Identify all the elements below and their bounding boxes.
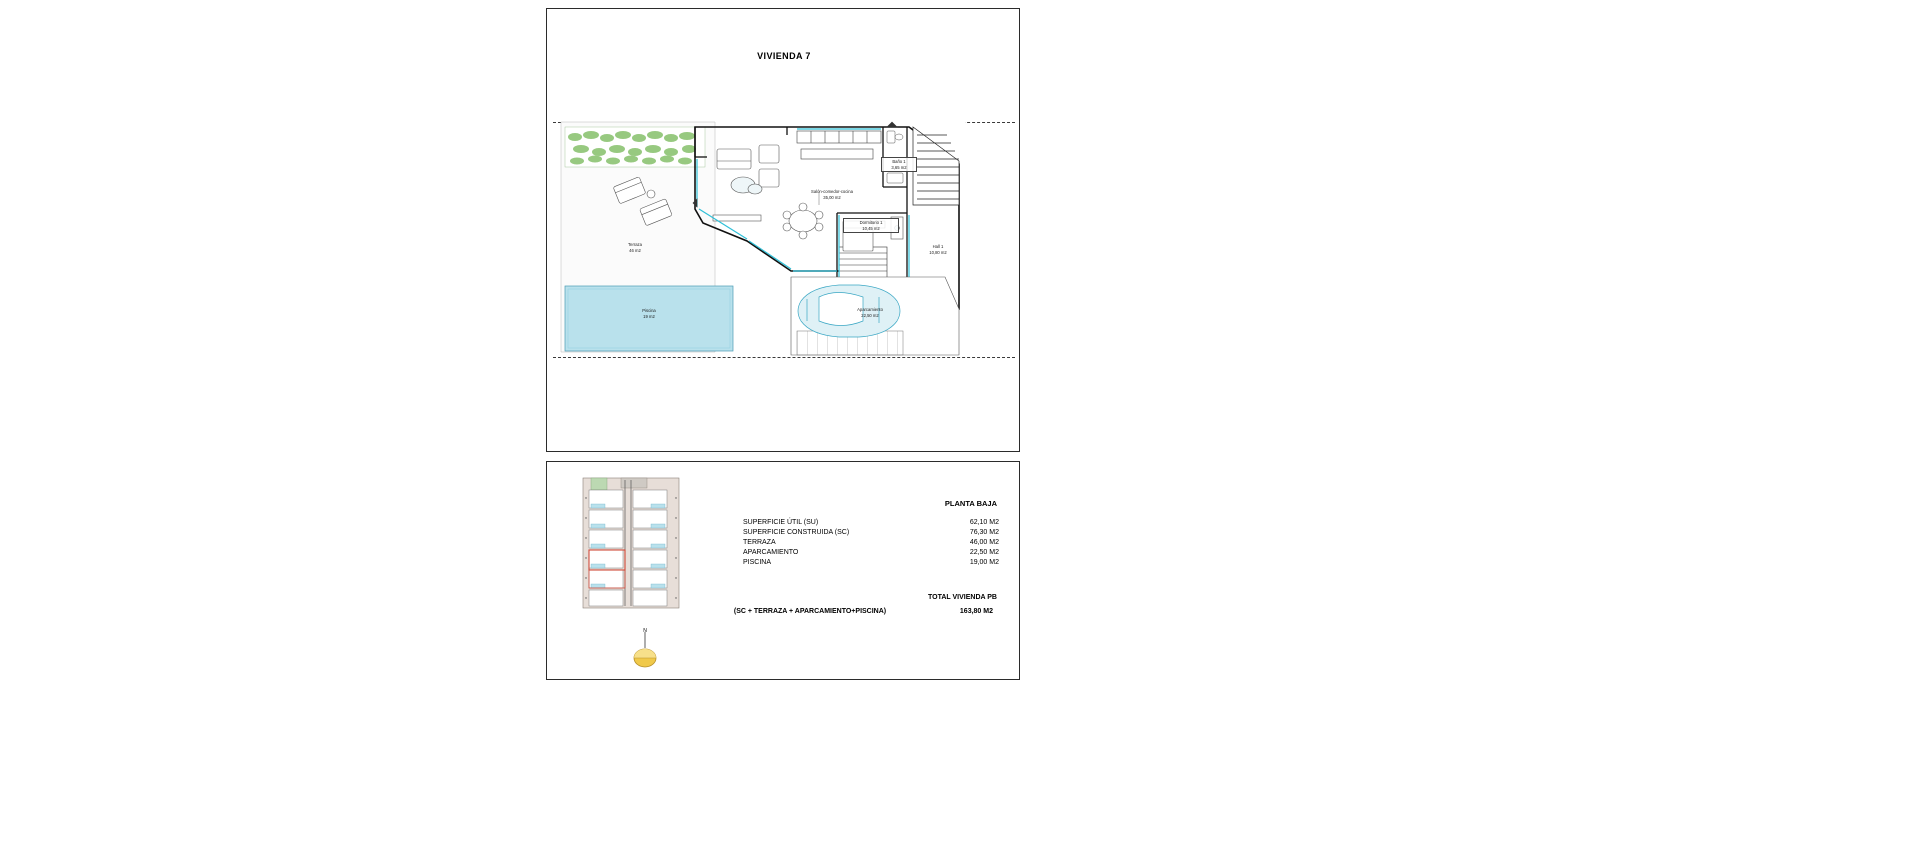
room-label-aparcamiento: Aparcamiento 22,50 m2 [857, 307, 883, 318]
table-row [743, 558, 999, 568]
area-label: APARCAMIENTO [743, 549, 799, 557]
total-formula: (SC + TERRAZA + APARCAMIENTO+PISCINA) [733, 608, 887, 615]
planta-baja-heading: PLANTA BAJA [944, 499, 997, 508]
vegetation-strip [565, 127, 705, 167]
area-label: PISCINA [743, 559, 772, 567]
area-label: SUPERFICIE ÚTIL (SU) [743, 518, 819, 526]
compass-icon [627, 630, 663, 672]
floor-plan-drawing [547, 9, 1021, 453]
page-title: VIVIENDA 7 [757, 51, 811, 61]
room-label-bano1: Baño 1 3,65 m2 [881, 157, 917, 172]
total-heading: TOTAL VIVIENDA PB [928, 594, 997, 601]
room-label-hall1: Hall 1 10,80 m2 [929, 244, 947, 255]
room-label-dormitorio1: Dormitorio 1 10,45 m2 [843, 218, 899, 233]
room-label-terraza: Terraza 46 m2 [628, 242, 642, 253]
key-plan-diagram [581, 476, 681, 618]
area-value: 62,10 M2 [969, 518, 999, 526]
table-row [743, 517, 999, 527]
area-label: TERRAZA [743, 538, 776, 546]
area-value: 19,00 M2 [969, 559, 999, 567]
room-label-salon: Salón-comedor-cocina 35,00 m2 [811, 189, 853, 200]
table-row [743, 548, 999, 558]
table-row [743, 527, 999, 537]
drawing-sheet [546, 8, 1020, 680]
total-value: 163,80 M2 [959, 608, 993, 615]
area-table [743, 517, 999, 568]
area-value: 76,30 M2 [969, 528, 999, 536]
area-label: SUPERFICIE CONSTRUIDA (SC) [743, 528, 850, 536]
area-value: 22,50 M2 [969, 549, 999, 557]
hall-stair [839, 247, 887, 279]
table-row [743, 537, 999, 547]
compass-north-label: N [643, 628, 647, 634]
room-label-piscina: Piscina 19 m2 [642, 308, 656, 319]
area-value: 46,00 M2 [969, 538, 999, 546]
info-panel [546, 461, 1020, 680]
floor-plan-panel [546, 8, 1020, 452]
